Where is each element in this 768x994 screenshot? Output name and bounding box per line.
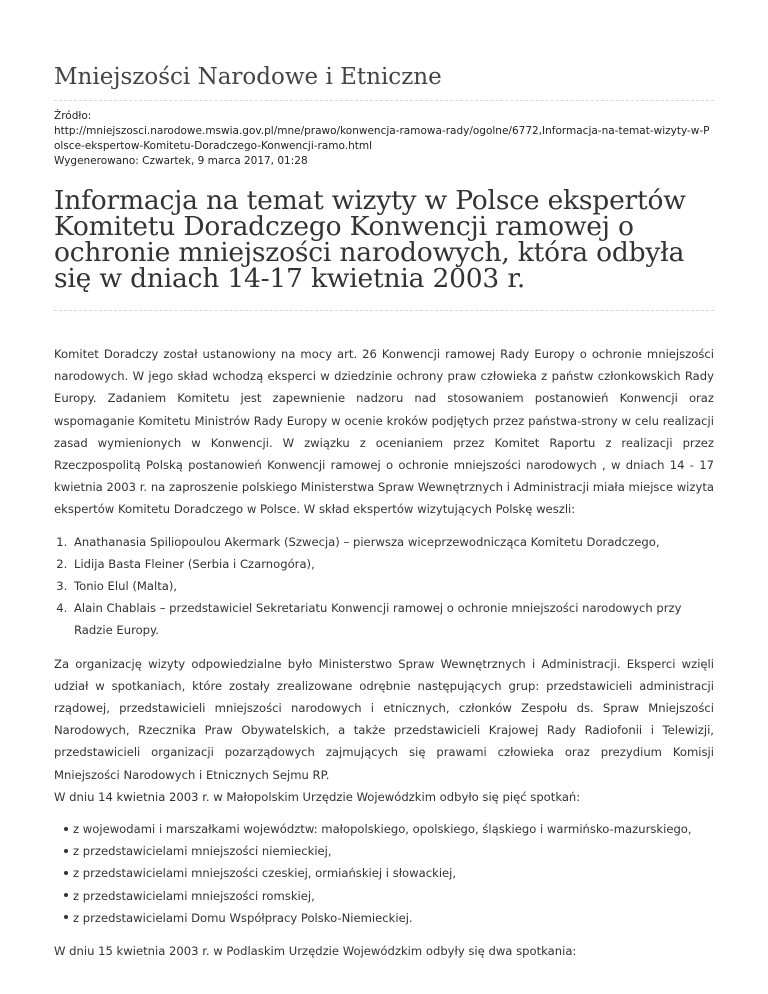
- list-item-text: z przedstawicielami mniejszości czeskiej, ormiańskiej i słowackiej,: [73, 866, 457, 881]
- meetings-list: [54, 818, 714, 929]
- header-divider: [54, 100, 714, 101]
- list-item: 2. Lidija Basta Fleiner (Serbia i Czarnogóra),: [71, 553, 714, 575]
- closing-paragraph: W dniu 15 kwietnia 2003 r. w Podlaskim Urzędzie Wojewódzkim odbyły się dwa spotkania:: [54, 944, 577, 959]
- list-item: [64, 862, 714, 884]
- meetings-intro: W dniu 14 kwietnia 2003 r. w Małopolskim Urzędzie Wojewódzkim odbyło się pięć spotkań:: [54, 789, 581, 804]
- site-title: Mniejszości Narodowe i Etniczne: [54, 64, 442, 90]
- source-url[interactable]: http://mniejszosci.narodowe.mswia.gov.pl/mne/prawo/konwencja-ramowa-rady/ogolne/6772,Informacja-na-temat-wizyty-w-Polsce-ekspertow-Komitetu-Doradczego-Konwencji-ramo.html: [54, 125, 710, 152]
- list-item: 1. Anathanasia Spiliopoulou Akermark (Szwecja) – pierwsza wiceprzewodnicząca Komitetu Doradczego,: [71, 531, 714, 553]
- organization-paragraph: [54, 653, 714, 808]
- list-item: [64, 907, 714, 929]
- title-divider: [54, 310, 714, 311]
- list-item: [64, 818, 714, 840]
- bullet-icon: [64, 827, 68, 831]
- list-item: 3. Tonio Elul (Malta),: [71, 575, 714, 597]
- organization-text: Za organizację wizyty odpowiedzialne było Ministerstwo Spraw Wewnętrznych i Administracji. Eksperci wzięli udział w spotkaniach, które zostały zrealizowane odrębnie następujących grup: przedstawicieli administracji rządowej, przedstawicieli mniejszości narodowych i etnicznych, członków Zespołu ds. Spraw Mniejszości Narodowych, Rzecznika Praw Obywatelskich, a także przedstawicieli Krajowej Rady Radiofonii i Telewizji, przedstawicieli organizacji pozarządowych zajmujących się prawami człowieka oraz prezydium Komisji Mniejszości Narodowych i Etnicznych Sejmu RP.: [54, 656, 714, 782]
- list-item: 4. Alain Chablais – przedstawiciel Sekretariatu Konwencji ramowej o ochronie mniejszości narodowych przy Radzie Europy.: [71, 597, 714, 641]
- bullet-icon: [64, 871, 68, 875]
- list-item-text: z przedstawicielami mniejszości romskiej,: [73, 888, 315, 903]
- intro-text: Komitet Doradczy został ustanowiony na mocy art. 26 Konwencji ramowej Rady Europy o ochronie mniejszości narodowych. W jego skład wchodzą eksperci w dziedzinie ochrony praw człowieka z państw członkowskich Rady Europy. Zadaniem Komitetu jest zapewnienie nadzoru nad stosowaniem postanowień Konwencji oraz wspomaganie Komitetu Ministrów Rady Europy w ocenie kroków podjętych przez państwa-strony w celu realizacji zasad wymienionych w Konwencji. W związku z ocenianiem przez Komitet Raportu z realizacji przez Rzeczpospolitą Polską postanowień Konwencji ramowej o ochronie mniejszości narodowych , w dniach 14 - 17 kwietnia 2003 r. na zaproszenie polskiego Ministerstwa Spraw Wewnętrznych i Administracji miała miejsce wizyta ekspertów Komitetu Doradczego w Polsce. W skład ekspertów wizytujących Polskę weszli:: [54, 347, 714, 517]
- generated-timestamp: Wygenerowano: Czwartek, 9 marca 2017, 01:28: [54, 155, 308, 167]
- experts-list: [54, 531, 714, 642]
- source-label: Źródło:: [54, 110, 92, 122]
- list-item-text: z przedstawicielami Domu Współpracy Polsko-Niemieckiej.: [73, 910, 413, 925]
- intro-paragraph: [54, 343, 714, 521]
- article-title: Informacja na temat wizyty w Polsce ekspertów Komitetu Doradczego Konwencji ramowej o ochronie mniejszości narodowych, która odbyła się w dniach 14-17 kwietnia 2003 r.: [54, 185, 686, 294]
- source-meta: [54, 109, 714, 169]
- list-item-text: z przedstawicielami mniejszości niemieckiej,: [73, 844, 332, 859]
- list-item-text: z wojewodami i marszałkami województw: małopolskiego, opolskiego, śląskiego i warmińsko-mazurskiego,: [73, 822, 692, 837]
- bullet-icon: [64, 915, 68, 919]
- list-item: [64, 840, 714, 862]
- bullet-icon: [64, 893, 68, 897]
- bullet-icon: [64, 849, 68, 853]
- list-item: [64, 885, 714, 907]
